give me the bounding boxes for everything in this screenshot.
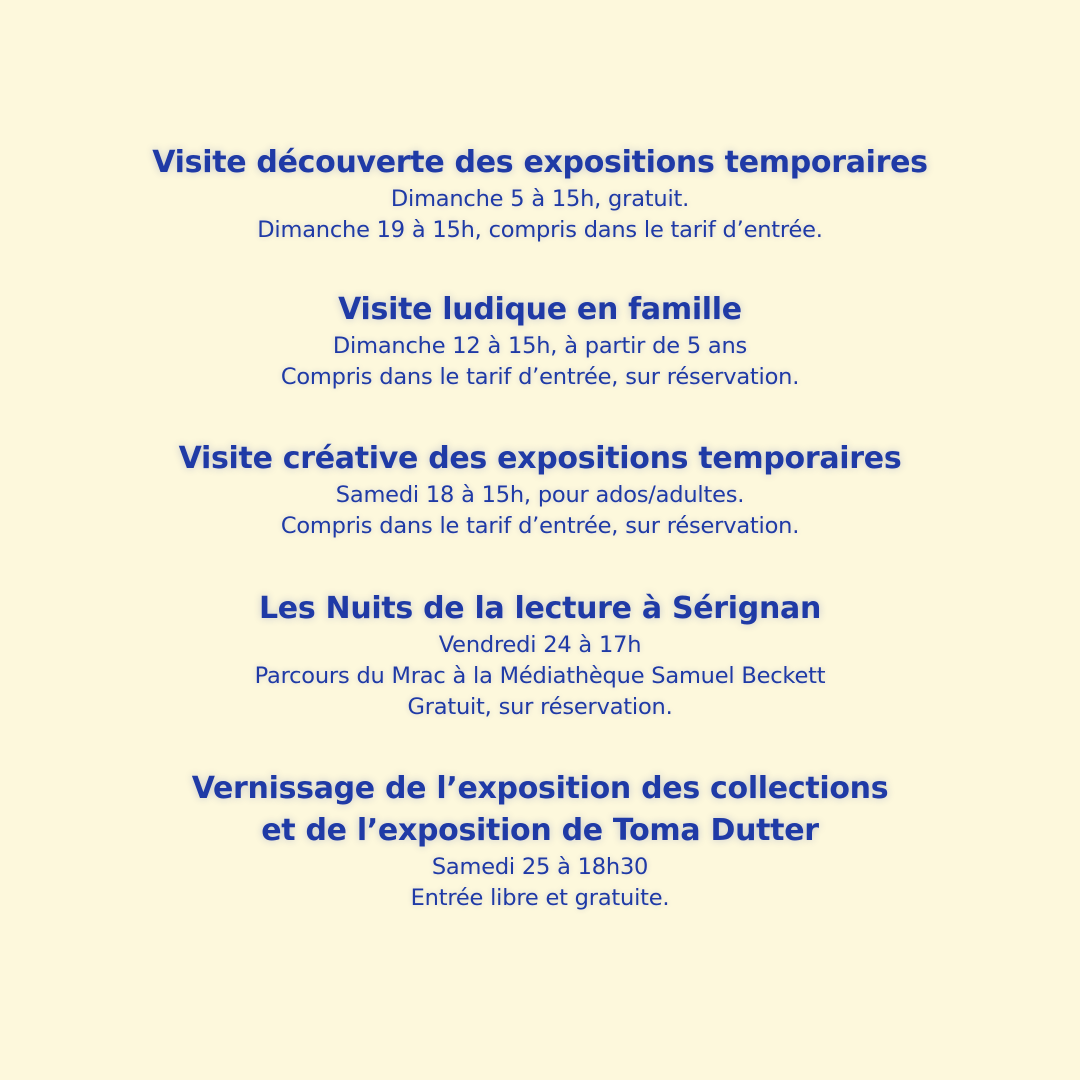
event-title: Vernissage de l’exposition des collections [191, 771, 889, 806]
event-detail-line: Compris dans le tarif d’entrée, sur réservation. [280, 513, 800, 539]
event-title: Visite créative des expositions temporaires [178, 441, 902, 476]
event-visite-ludique [0, 289, 1080, 393]
event-detail-line: Dimanche 5 à 15h, gratuit. [390, 186, 690, 212]
event-detail-line: Dimanche 19 à 15h, compris dans le tarif d’entrée. [257, 217, 823, 243]
event-visite-creative [0, 438, 1080, 542]
event-detail-line: Vendredi 24 à 17h [438, 632, 642, 658]
event-vernissage [0, 768, 1080, 914]
event-detail-line: Parcours du Mrac à la Médiathèque Samuel Beckett [254, 663, 826, 689]
event-title: Les Nuits de la lecture à Sérignan [258, 591, 822, 626]
event-visite-decouverte [0, 142, 1080, 246]
event-detail-line: Samedi 18 à 15h, pour ados/adultes. [335, 482, 745, 508]
event-detail-line: Samedi 25 à 18h30 [431, 854, 649, 880]
event-detail-line: Dimanche 12 à 15h, à partir de 5 ans [332, 333, 748, 359]
event-detail-line: Entrée libre et gratuite. [410, 885, 670, 911]
event-detail-line: Compris dans le tarif d’entrée, sur réservation. [280, 364, 800, 390]
event-nuits-lecture [0, 588, 1080, 723]
event-title: et de l’exposition de Toma Dutter [261, 813, 819, 848]
event-title: Visite découverte des expositions temporaires [152, 145, 928, 180]
event-list [0, 142, 1080, 957]
event-title: Visite ludique en famille [338, 292, 742, 327]
event-detail-line: Gratuit, sur réservation. [407, 694, 673, 720]
